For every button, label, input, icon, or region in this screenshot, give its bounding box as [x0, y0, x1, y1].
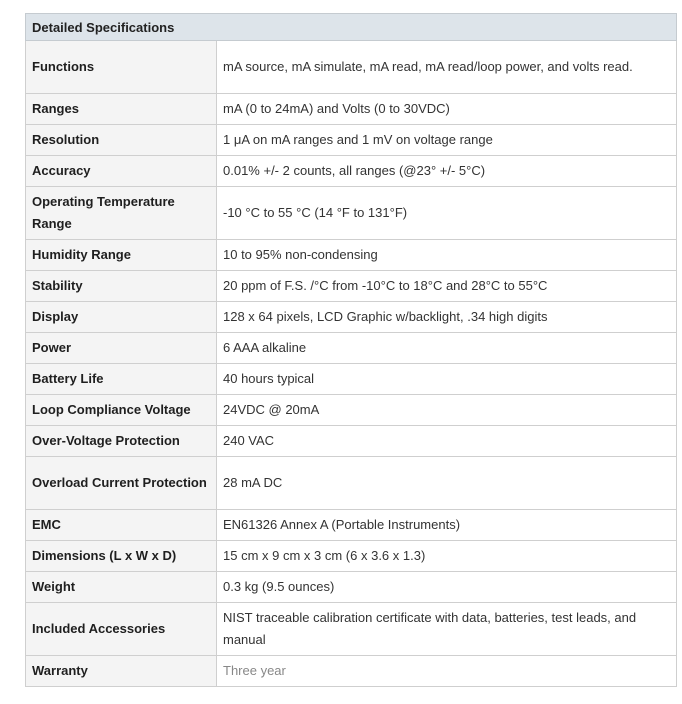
spec-value: mA (0 to 24mA) and Volts (0 to 30VDC) — [217, 94, 677, 125]
spec-row-operating-temperature — [26, 187, 677, 240]
spec-row-display — [26, 302, 677, 333]
spec-row-functions — [26, 41, 677, 94]
spec-row-warranty — [26, 656, 677, 687]
spec-row-dimensions — [26, 541, 677, 572]
spec-value: -10 °C to 55 °C (14 °F to 131°F) — [217, 187, 677, 240]
spec-row-battery-life — [26, 364, 677, 395]
specifications-panel — [25, 13, 676, 687]
specifications-table — [25, 13, 677, 687]
spec-label: EMC — [26, 510, 217, 541]
spec-label: Over-Voltage Protection — [26, 426, 217, 457]
spec-row-included-accessories — [26, 603, 677, 656]
spec-row-stability — [26, 271, 677, 302]
spec-value: 15 cm x 9 cm x 3 cm (6 x 3.6 x 1.3) — [217, 541, 677, 572]
spec-label: Loop Compliance Voltage — [26, 395, 217, 426]
spec-row-loop-compliance — [26, 395, 677, 426]
spec-label: Resolution — [26, 125, 217, 156]
spec-row-over-voltage — [26, 426, 677, 457]
spec-label: Functions — [26, 41, 217, 94]
spec-value: 128 x 64 pixels, LCD Graphic w/backlight, .34 high digits — [217, 302, 677, 333]
spec-row-humidity — [26, 240, 677, 271]
spec-value: EN61326 Annex A (Portable Instruments) — [217, 510, 677, 541]
spec-label: Included Accessories — [26, 603, 217, 656]
spec-value: 0.01% +/- 2 counts, all ranges (@23° +/- 5°C) — [217, 156, 677, 187]
spec-row-weight — [26, 572, 677, 603]
spec-label: Overload Current Protection — [26, 457, 217, 510]
spec-value: 20 ppm of F.S. /°C from -10°C to 18°C and 28°C to 55°C — [217, 271, 677, 302]
spec-row-emc — [26, 510, 677, 541]
spec-label: Weight — [26, 572, 217, 603]
spec-value: 40 hours typical — [217, 364, 677, 395]
spec-label: Ranges — [26, 94, 217, 125]
spec-row-power — [26, 333, 677, 364]
spec-value: mA source, mA simulate, mA read, mA read/loop power, and volts read. — [217, 41, 677, 94]
spec-value: 24VDC @ 20mA — [217, 395, 677, 426]
spec-label: Accuracy — [26, 156, 217, 187]
spec-label: Battery Life — [26, 364, 217, 395]
spec-value: 240 VAC — [217, 426, 677, 457]
spec-value: 0.3 kg (9.5 ounces) — [217, 572, 677, 603]
spec-label: Display — [26, 302, 217, 333]
spec-value: 28 mA DC — [217, 457, 677, 510]
spec-row-overload-current — [26, 457, 677, 510]
spec-label: Warranty — [26, 656, 217, 687]
spec-value: NIST traceable calibration certificate with data, batteries, test leads, and manual — [217, 603, 677, 656]
spec-label: Operating Temperature Range — [26, 187, 217, 240]
spec-value: 10 to 95% non-condensing — [217, 240, 677, 271]
spec-value: Three year — [217, 656, 677, 687]
spec-row-ranges — [26, 94, 677, 125]
spec-row-accuracy — [26, 156, 677, 187]
table-header-title: Detailed Specifications — [26, 14, 677, 41]
spec-label: Power — [26, 333, 217, 364]
spec-value: 6 AAA alkaline — [217, 333, 677, 364]
spec-label: Stability — [26, 271, 217, 302]
spec-label: Dimensions (L x W x D) — [26, 541, 217, 572]
spec-label: Humidity Range — [26, 240, 217, 271]
spec-value: 1 μA on mA ranges and 1 mV on voltage range — [217, 125, 677, 156]
spec-row-resolution — [26, 125, 677, 156]
